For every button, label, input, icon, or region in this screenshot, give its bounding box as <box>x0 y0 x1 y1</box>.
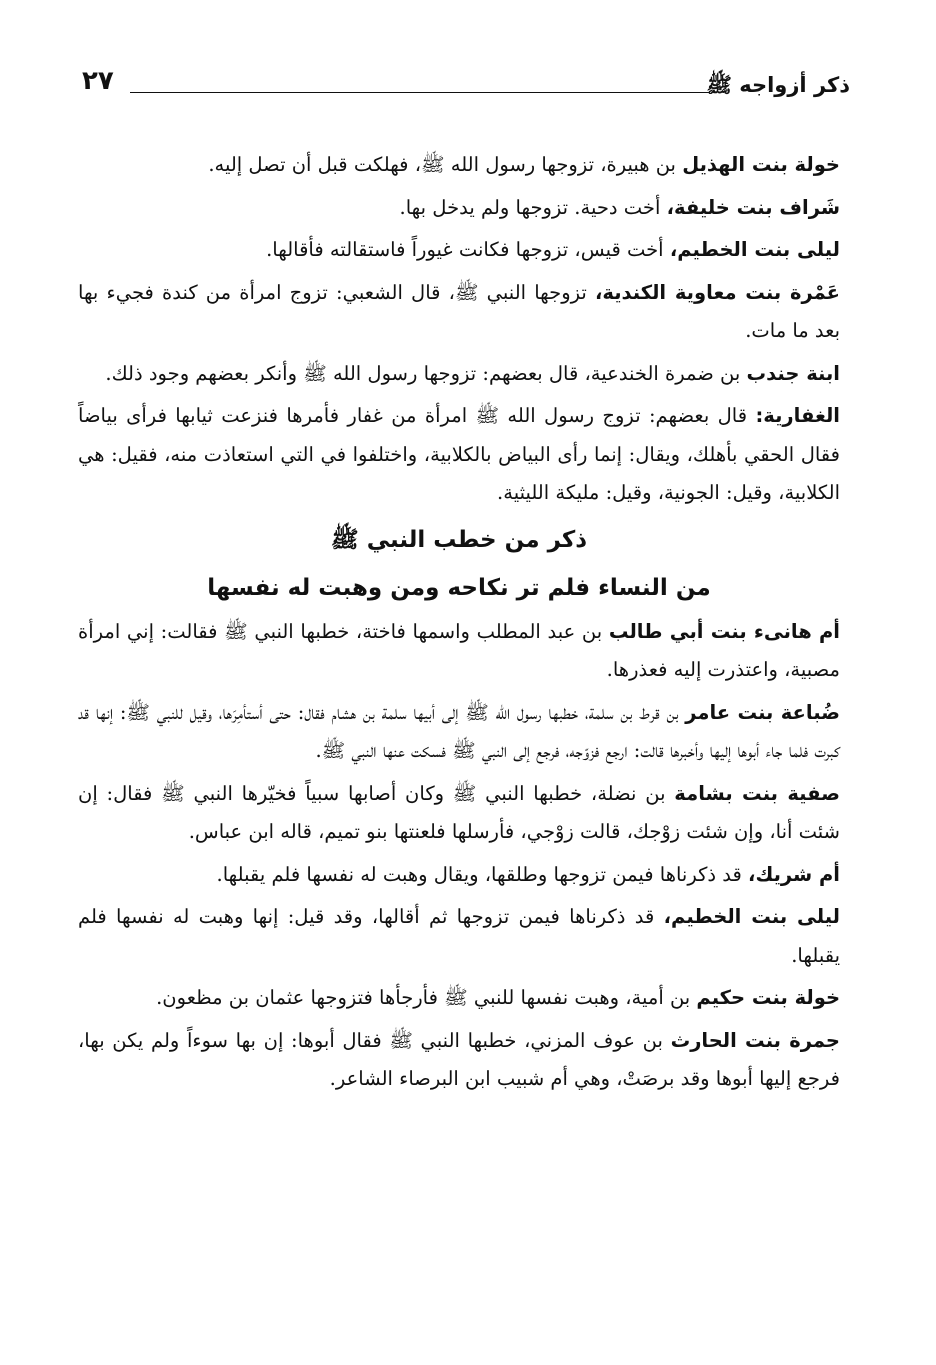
entry-name: أم هانىء بنت أبي طالب <box>608 619 840 643</box>
entry-text: بن ضمرة الخندعية، قال بعضهم: تزوجها رسول الله ﷺ وأنكر بعضهم وجود ذلك. <box>105 361 747 385</box>
entry-name: الغفارية: <box>755 404 840 427</box>
entry <box>78 775 840 852</box>
entry-name: أم شريك، <box>748 862 840 886</box>
entry <box>78 694 840 771</box>
page-body <box>78 146 840 1103</box>
entry-text: بن قرط بن سلمة، خطبها رسول الله ﷺ إلى أبيها سلمة بن هشام فقال: حتى أستأمِرَها، وقيل للنبي ﷺ: إنها قد كبرت فلما جاء أبوها إليها وأخبرها قالت: ارجع فزوّجه، فرجع إلى النبي ﷺ فسكت عنها النبي ﷺ. <box>78 700 840 762</box>
page-header <box>82 66 850 106</box>
entry-name: جمرة بنت الحارث <box>670 1028 840 1052</box>
entry-name: خولة بنت الهذيل <box>682 153 840 176</box>
entry-name: عَمْرة بنت معاوية الكندية، <box>594 280 840 304</box>
entry <box>78 274 840 351</box>
entry-name: ليلى بنت الخطيم، <box>663 905 840 928</box>
page-number: ٢٧ <box>82 66 114 96</box>
entry <box>78 355 840 394</box>
section-heading: ذكر من خطب النبي ﷺ <box>330 526 588 553</box>
section-subheading: من النساء فلم تر نكاحه ومن وهبت له نفسها <box>207 574 711 601</box>
entry <box>78 189 840 228</box>
entry <box>78 231 840 270</box>
entry-text: بن عوف المزني، خطبها النبي ﷺ فقال أبوها: إن بها سوءاً ولم يكن بها، فرجع إليها أبوها وقد برصَتْ، وهي أم شبيب ابن البرصاء الشاعر. <box>78 1028 840 1090</box>
entry-name: ابنة جندب <box>746 361 840 385</box>
entry <box>78 613 840 690</box>
entry <box>78 146 840 185</box>
entry-text: تزوجها النبي ﷺ، قال الشعبي: تزوج امرأة من كندة فجيء بها بعد ما مات. <box>78 280 840 342</box>
entry <box>78 1022 840 1099</box>
entry-text: أخت دحية. تزوجها ولم يدخل بها. <box>399 195 667 219</box>
entry-text: بن أمية، وهبت نفسها للنبي ﷺ فأرجأها فتزوجها عثمان بن مظعون. <box>156 986 697 1009</box>
entry-text: أخت قيس، تزوجها فكانت غيوراً فاستقالته فأقالها. <box>266 238 670 261</box>
entry-name: ضُباعة بنت عامر <box>685 700 841 724</box>
entry-text: بن عبد المطلب واسمها فاختة، خطبها النبي ﷺ فقالت: إني امرأة مصبية، واعتذرت إليه فعذرها. <box>78 619 840 681</box>
entry-text: قد ذكرناها فيمن تزوجها ثم أقالها، وقد قيل: إنها وهبت له نفسها فلم يقبلها. <box>78 905 840 967</box>
entry <box>78 979 840 1018</box>
entry-text: بن هبيرة، تزوجها رسول الله ﷺ، فهلكت قبل أن تصل إليه. <box>208 153 683 176</box>
entry-name: صفية بنت بشامة <box>674 781 841 805</box>
entry <box>78 856 840 895</box>
entry-text: بن نضلة، خطبها النبي ﷺ وكان أصابها سبياً فخيّرها النبي ﷺ فقال: إن شئت أنا، وإن شئت زوْجك، قالت زوْجي، فأرسلها فلعنتها بنو تميم، قاله ابن عباس. <box>78 781 840 843</box>
entry-name: ليلى بنت الخطيم، <box>669 238 840 261</box>
entry-text: قال بعضهم: تزوج رسول الله ﷺ امرأة من غفار فأمرها فنزعت ثيابها فرأى بياضاً فقال الحقي بأهلك، ويقال: إنما رأى البياض بالكلابية، واختلفوا في التي استعاذت منه، فقيل: هي الكلابية، وقيل: الجونية، وقيل: مليكة الليثية. <box>78 404 840 504</box>
entry-name: خولة بنت حكيم <box>696 986 840 1009</box>
entry-name: شَراف بنت خليفة، <box>666 195 840 219</box>
entry-text: قد ذكرناها فيمن تزوجها وطلقها، ويقال وهبت له نفسها فلم يقبلها. <box>216 862 749 886</box>
header-rule <box>130 92 710 93</box>
entry <box>78 397 840 513</box>
entry <box>78 898 840 975</box>
running-title: ذكر أزواجه ﷺ <box>706 73 850 97</box>
